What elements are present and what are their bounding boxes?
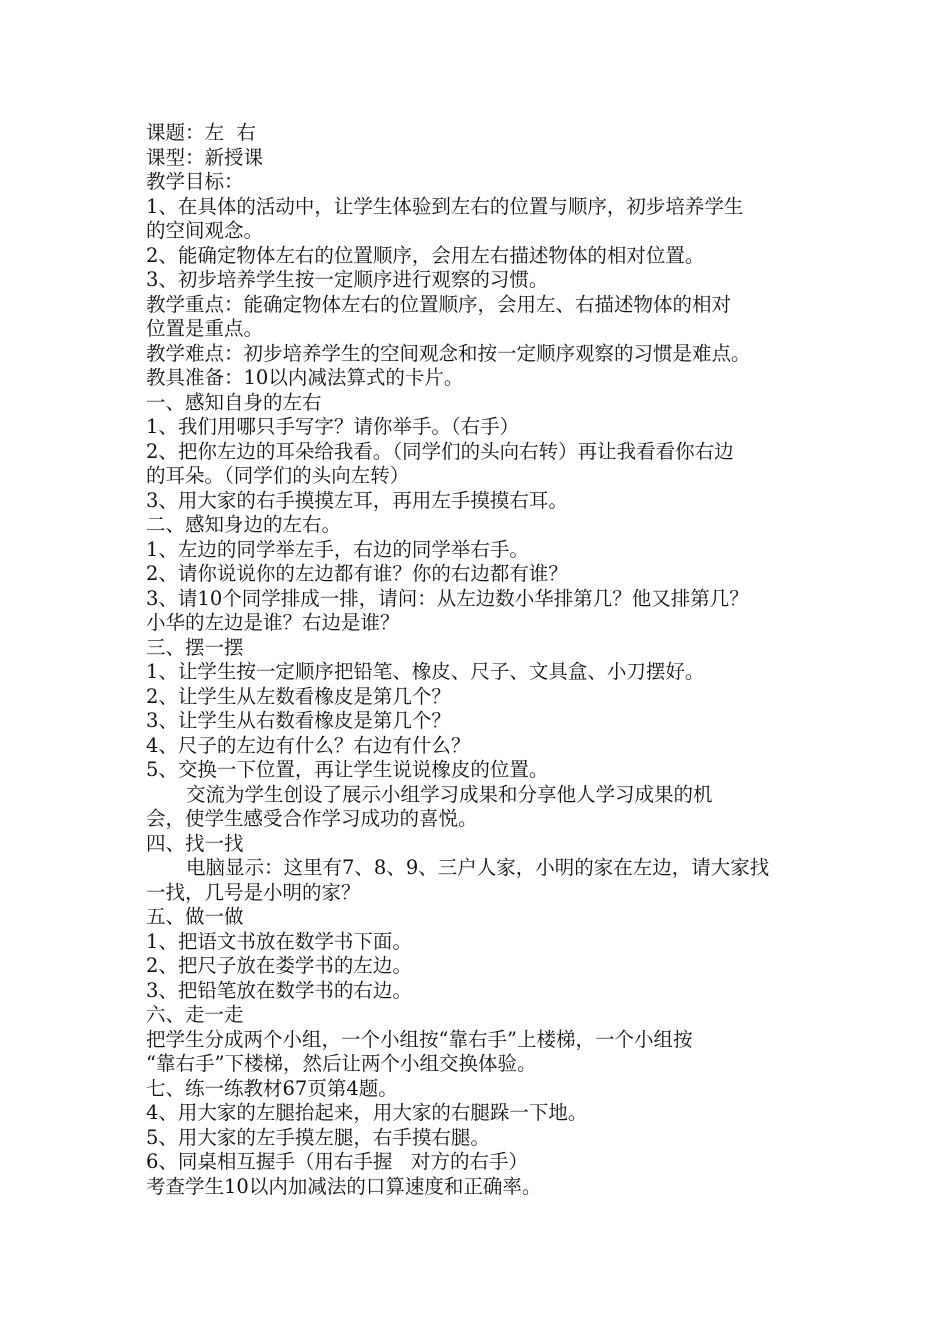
section-7-item-4: 4、用大家的左腿抬起来，用大家的右腿跺一下地。 [146, 1101, 588, 1124]
section-1-item-1: 1、我们用哪只手写字？请你举手。（右手） [146, 415, 520, 438]
section-1-heading: 一、感知自身的左右 [146, 390, 322, 414]
objectives-heading: 教学目标： [146, 170, 244, 193]
section-3-item-5: 5、交换一下位置，再让学生说说橡皮的位置。 [146, 758, 549, 781]
closing-note: 考查学生10以内加减法的口算速度和正确率。 [146, 1174, 542, 1198]
section-2-item-1: 1、左边的同学举左手，右边的同学举右手。 [146, 537, 529, 561]
section-2-item-3-line-2: 小华的左边是谁？右边是谁？ [146, 611, 400, 634]
section-3-note-line-2: 会，使学生感受合作学习成功的喜悦。 [146, 807, 478, 830]
section-3-item-3: 3、让学生从右数看橡皮是第几个？ [146, 709, 451, 732]
section-5-item-2: 2、把尺子放在娄学书的左边。 [146, 954, 412, 977]
section-2-item-3-line-1: 3、请10个同学排成一排，请问：从左边数小华排第几？他又排第几？ [146, 586, 749, 610]
lesson-type: 课型：新授课 [146, 145, 264, 169]
section-6-text-line-2: “靠右手”下楼梯，然后让两个小组交换体验。 [146, 1052, 537, 1075]
section-4-text-line-2: 一找，几号是小明的家？ [146, 880, 361, 904]
section-3-heading: 三、摆一摆 [146, 635, 244, 659]
objective-1-line-2: 的空间观念。 [146, 219, 264, 242]
section-7-heading: 七、练一练教材67页第4题。 [146, 1076, 398, 1100]
section-1-item-2-line-1: 2、把你左边的耳朵给我看。（同学们的头向右转）再让我看看你右边 [146, 439, 734, 463]
objective-2: 2、能确定物体左右的位置顺序，会用左右描述物体的相对位置。 [146, 243, 705, 267]
section-1-item-2-line-2: 的耳朵。（同学们的头向左转） [146, 464, 410, 487]
section-7-item-6: 6、同桌相互握手（用右手握 对方的右手） [146, 1150, 529, 1173]
section-2-heading: 二、感知身边的左右。 [146, 513, 342, 536]
objective-3: 3、初步培养学生按一定顺序进行观察的习惯。 [146, 268, 549, 291]
section-5-item-3: 3、把铅笔放在数学书的右边。 [146, 978, 412, 1002]
key-point-line-1: 教学重点：能确定物体左右的位置顺序，会用左、右描述物体的相对 [146, 292, 732, 316]
section-2-item-2: 2、请你说说你的左边都有谁？你的右边都有谁？ [146, 562, 568, 585]
section-6-heading: 六、走一走 [146, 1003, 244, 1026]
section-4-text-line-1: 电脑显示：这里有7、8、9、三户人家，小明的家在左边，请大家找 [186, 856, 770, 879]
section-7-item-5: 5、用大家的左手摸左腿，右手摸右腿。 [146, 1125, 490, 1149]
section-3-item-4: 4、尺子的左边有什么？右边有什么？ [146, 733, 471, 757]
section-1-item-3: 3、用大家的右手摸摸左耳，再用左手摸摸右耳。 [146, 488, 568, 512]
document-body [146, 121, 836, 1199]
difficult-point: 教学难点：初步培养学生的空间观念和按一定顺序观察的习惯是难点。 [146, 341, 751, 365]
section-5-item-1: 1、把语文书放在数学书下面。 [146, 929, 412, 953]
key-point-line-2: 位置是重点。 [146, 317, 264, 340]
objective-1-line-1: 1、在具体的活动中，让学生体验到左右的位置与顺序，初步培养学生 [146, 194, 744, 218]
section-3-item-1: 1、让学生按一定顺序把铅笔、橡皮、尺子、文具盒、小刀摆好。 [146, 660, 705, 683]
section-6-text-line-1: 把学生分成两个小组，一个小组按“靠右手”上楼梯，一个小组按 [146, 1027, 693, 1051]
section-3-item-2: 2、让学生从左数看橡皮是第几个？ [146, 684, 451, 708]
lesson-title: 课题：左 右 [146, 121, 256, 144]
section-4-heading: 四、找一找 [146, 831, 244, 855]
section-3-note-line-1: 交流为学生创设了展示小组学习成果和分享他人学习成果的机 [186, 782, 713, 806]
section-5-heading: 五、做一做 [146, 905, 244, 928]
teaching-aids: 教具准备：10以内减法算式的卡片。 [146, 366, 464, 389]
